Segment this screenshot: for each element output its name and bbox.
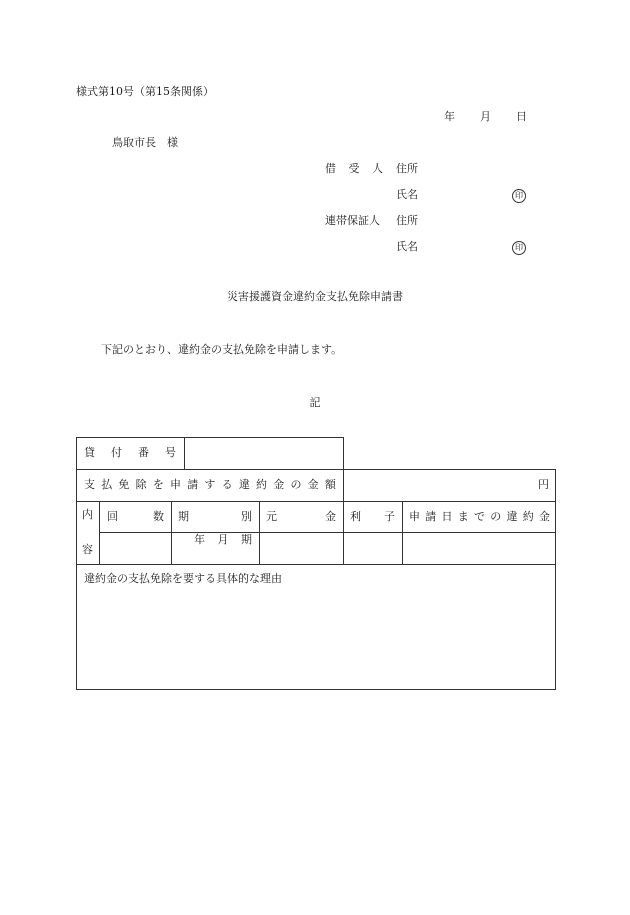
exemption-amount-value[interactable] (345, 471, 555, 500)
exemption-amount-label: 支 払 免 除 を 申 請 す る 違 約 金 の 金 額 (84, 478, 336, 491)
detail-label-bottom: 容 (82, 543, 93, 556)
col-period-header: 期 別 (178, 510, 252, 523)
col-principal-header: 元 金 (266, 510, 336, 523)
borrower-role-label: 借 受 人 (325, 162, 383, 175)
borrower-name-label: 氏名 (396, 188, 418, 201)
addressee: 鳥取市長 様 (112, 136, 178, 149)
period-value[interactable] (172, 533, 258, 563)
form-number: 様式第10号（第15条関係） (76, 85, 214, 98)
date-month-label: 月 (480, 110, 491, 123)
guarantor-name-label: 氏名 (396, 240, 418, 253)
loan-number-value[interactable] (186, 439, 342, 468)
reason-label: 違約金の支払免除を要する具体的な理由 (84, 572, 282, 585)
borrower-seal-mark: 印 (512, 189, 526, 203)
col-penalty-header: 申 請 日 ま で の 違 約 金 (409, 510, 550, 523)
yen-unit: 円 (538, 478, 549, 491)
borrower-address-label: 住所 (396, 162, 418, 175)
document-title: 災害援護資金違約金支払免除申請書 (227, 290, 403, 303)
amount-divider (343, 469, 344, 501)
ki-marker: 記 (309, 396, 321, 409)
guarantor-address-label: 住所 (396, 214, 418, 227)
period-sub-label: 年 月 期 (194, 533, 252, 546)
loan-number-divider (184, 437, 185, 470)
principal-value[interactable] (260, 533, 342, 563)
reason-text-area[interactable] (78, 590, 554, 688)
penalty-value[interactable] (403, 533, 555, 563)
count-value[interactable] (100, 533, 170, 563)
row2-bottom-line (76, 501, 556, 502)
detail-label-top: 内 (82, 508, 93, 521)
loan-number-label: 貸 付 番 号 (84, 446, 176, 459)
date-day-label: 日 (516, 110, 527, 123)
guarantor-seal-mark: 印 (512, 241, 526, 255)
interest-value[interactable] (344, 533, 401, 563)
col-interest-header: 利 子 (350, 510, 395, 523)
detail-bottom-line (76, 564, 556, 565)
col-count-header: 回 数 (107, 510, 164, 523)
date-year-label: 年 (444, 110, 455, 123)
guarantor-role-label: 連帯保証人 (325, 214, 380, 227)
body-text: 下記のとおり、違約金の支払免除を申請します。 (101, 343, 343, 356)
